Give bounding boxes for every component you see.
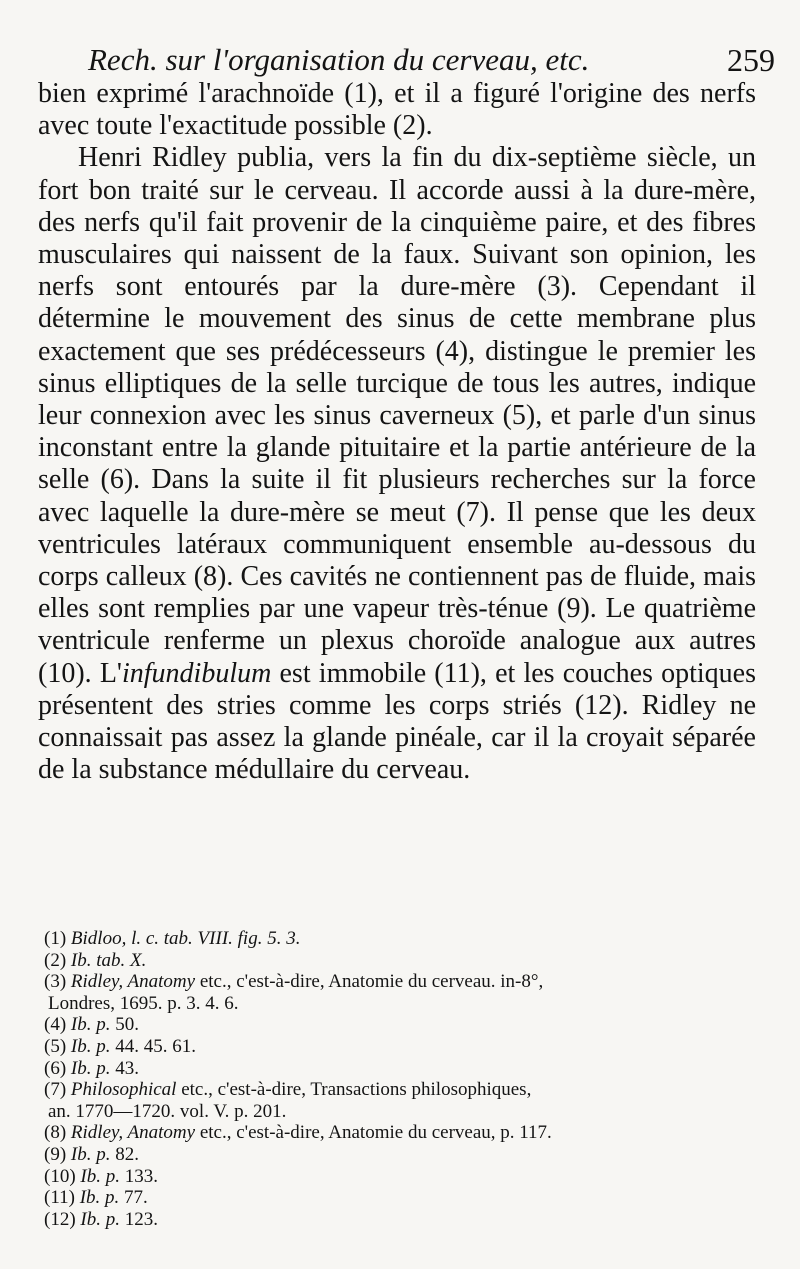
footnote-number: (2) — [44, 949, 67, 971]
footnote — [44, 971, 766, 993]
footnote-reference: Ib. p. — [70, 1014, 111, 1036]
footnote-reference: Ib. p. — [70, 1057, 111, 1079]
footnote — [44, 1014, 766, 1036]
paragraph-2-part-a: Henri Ridley publia, vers la fin du dix-septième siècle, un fort bon traité sur le cerveau. Il accorde aussi à la dure-mère, des nerfs qu'il fait provenir de la cinquième paire, et des fibres musculaires qui naissent de la faux. Suivant son opinion, les nerfs sont entourés par la dure-mère (3). Cependant il détermine le mouvement des sinus de cette membrane plus exactement que ses prédécesseurs (4), distingue le premier les sinus elliptiques de la selle turcique de tous les autres, indique leur connexion avec les sinus caverneux (5), et parle d'un sinus inconstant entre la glande pituitaire et la partie antérieure de la selle (6). Dans la suite il fit plusieurs recherches sur la force avec laquelle la dure-mère se meut (7). Il pense que les deux ventricules latéraux communiquent ensemble au-dessous du corps calleux (8). Ces cavités ne contiennent pas de fluide, mais elles sont remplies par une vapeur très-ténue (9). Le quatrième ventricule renferme un plexus choroïde analogue aux autres (10). L' — [38, 142, 756, 689]
footnote-number: (11) — [44, 1187, 75, 1209]
footnote-text: 43. — [110, 1057, 139, 1079]
footnote — [44, 1144, 766, 1166]
footnote-text: etc., c'est-à-dire, Anatomie du cerveau. in-8°, — [195, 971, 544, 993]
footnote-reference: Ib. p. — [70, 1035, 111, 1057]
footnote-number: (5) — [44, 1035, 67, 1057]
footnote-number: (7) — [44, 1079, 67, 1101]
footnote — [44, 1187, 766, 1209]
footnote-number: (8) — [44, 1122, 67, 1144]
footnote-number: (1) — [44, 928, 67, 949]
footnote — [44, 1166, 766, 1188]
footnote-text: 44. 45. 61. — [110, 1035, 196, 1057]
footnote-number: (6) — [44, 1057, 67, 1079]
footnote-reference: Ridley, Anatomy — [70, 971, 196, 993]
footnote — [44, 928, 766, 950]
footnote — [44, 1079, 766, 1101]
footnote-text: etc., c'est-à-dire, Anatomie du cerveau, p. 117. — [195, 1122, 552, 1144]
footnote-text: an. 1770—1720. vol. V. p. 201. — [48, 1100, 287, 1122]
italic-term: infundibulum — [121, 657, 272, 689]
footnote — [44, 1209, 766, 1231]
footnote — [44, 1058, 766, 1080]
footnote-reference: Ridley, Anatomy — [70, 1122, 196, 1144]
footnote-number: (12) — [44, 1208, 76, 1230]
footnote-number: (9) — [44, 1143, 67, 1165]
footnote — [44, 1036, 766, 1058]
footnote — [44, 950, 766, 972]
page-number: 259 — [727, 42, 775, 78]
footnote-text: Londres, 1695. p. 3. 4. 6. — [48, 992, 239, 1014]
footnote-continuation — [44, 993, 766, 1015]
footnote-text: 123. — [119, 1208, 158, 1230]
paragraph-2-part-b: est immobile (11), et les couches optiques présentent des stries comme les corps striés (12). Ridley ne connaissait pas assez la glande pinéale, car il la croyait séparée de la substance médullaire du cerveau. — [38, 657, 756, 786]
footnote-number: (10) — [44, 1165, 76, 1187]
running-title: Rech. sur l'organisation du cerveau, etc. — [88, 42, 590, 77]
paragraph-1: bien exprimé l'arachnoïde (1), et il a figuré l'origine des nerfs avec toute l'exactitude possible (2). — [38, 78, 756, 142]
footnote-text: 50. — [110, 1014, 139, 1036]
footnotes — [44, 928, 766, 1230]
footnote-text: 133. — [119, 1165, 158, 1187]
footnote-reference: Ib. p. — [79, 1187, 120, 1209]
footnote-reference: Philosophical — [70, 1079, 177, 1101]
main-text — [38, 78, 756, 786]
footnote-reference: Ib. tab. X. — [70, 949, 147, 971]
footnote-text: etc., c'est-à-dire, Transactions philosophiques, — [176, 1079, 532, 1101]
footnote-text: 77. — [119, 1187, 148, 1209]
footnote-continuation — [44, 1101, 766, 1123]
paragraph-2 — [38, 142, 756, 786]
footnote-reference: Ib. p. — [80, 1208, 120, 1230]
footnote-text: 82. — [110, 1143, 139, 1165]
footnote — [44, 1122, 766, 1144]
footnote-number: (4) — [44, 1014, 67, 1036]
footnote-reference: Ib. p. — [80, 1165, 120, 1187]
footnote-reference: Bidloo, l. c. tab. VIII. fig. 5. 3. — [70, 928, 301, 949]
footnote-number: (3) — [44, 971, 67, 993]
footnote-reference: Ib. p. — [70, 1143, 111, 1165]
